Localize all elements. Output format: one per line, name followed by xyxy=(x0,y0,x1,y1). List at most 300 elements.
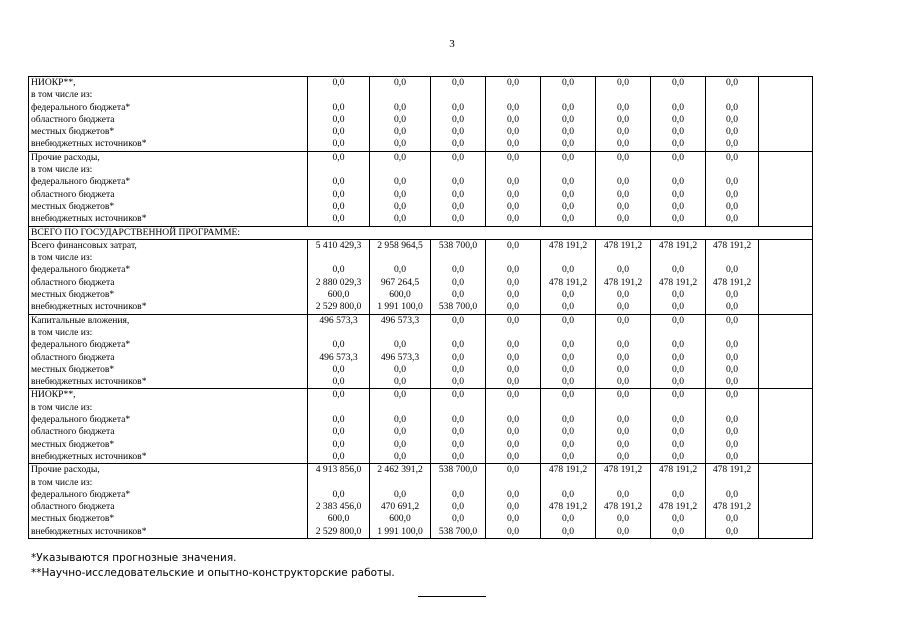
cell-value: 0,0 xyxy=(726,188,738,200)
cell-value: 0,0 xyxy=(507,438,519,450)
cell-value: 0,0 xyxy=(452,188,464,200)
value-cell xyxy=(596,77,651,152)
cell-value: 478 191,2 xyxy=(658,501,698,513)
cell-value: 0,0 xyxy=(332,101,345,113)
cell-value: 0,0 xyxy=(507,513,519,525)
cell-value xyxy=(486,89,540,101)
cell-value: 600,0 xyxy=(389,289,411,301)
cell-value xyxy=(431,402,485,414)
cell-value: 0,0 xyxy=(672,200,684,212)
value-cell xyxy=(596,314,651,389)
cell-value: 0,0 xyxy=(394,389,406,401)
cell-value: 0,0 xyxy=(452,501,464,513)
cell-value: 0,0 xyxy=(726,138,738,150)
cell-value: 0,0 xyxy=(507,200,519,212)
cell-value: 0,0 xyxy=(507,276,519,288)
empty-cell xyxy=(759,239,813,314)
cell-value: 0,0 xyxy=(394,113,406,125)
empty-cell xyxy=(759,151,813,226)
cell-value: 0,0 xyxy=(507,376,519,388)
cell-value: 0,0 xyxy=(452,77,464,88)
cell-value xyxy=(651,327,705,339)
row-label: областного бюджета xyxy=(31,501,115,513)
cell-value: 0,0 xyxy=(562,200,574,212)
cell-value xyxy=(706,327,758,339)
cell-value: 0,0 xyxy=(332,213,345,225)
cell-value: 600,0 xyxy=(327,513,350,525)
row-labels xyxy=(29,389,308,464)
cell-value: 0,0 xyxy=(507,464,519,476)
cell-value: 0,0 xyxy=(394,200,406,212)
cell-value: 0,0 xyxy=(726,213,738,225)
page-number: 3 xyxy=(449,38,455,50)
cell-value: 0,0 xyxy=(726,450,738,462)
cell-value xyxy=(706,402,758,414)
value-cell xyxy=(308,314,370,389)
value-cell xyxy=(308,389,370,464)
row-label: внебюджетных источников* xyxy=(31,525,147,537)
table-row-group xyxy=(29,464,813,539)
cell-value xyxy=(308,164,369,176)
cell-value: 0,0 xyxy=(726,301,738,313)
cell-value: 0,0 xyxy=(394,438,406,450)
value-cell xyxy=(308,239,370,314)
table-row-group xyxy=(29,389,813,464)
cell-value: 0,0 xyxy=(562,77,574,88)
cell-value: 0,0 xyxy=(562,188,574,200)
value-cell xyxy=(651,314,706,389)
cell-value: 0,0 xyxy=(672,351,684,363)
row-label: областного бюджета xyxy=(31,113,115,125)
value-cell xyxy=(370,151,431,226)
cell-value: 0,0 xyxy=(617,151,629,163)
value-cell xyxy=(431,239,486,314)
cell-value: 0,0 xyxy=(507,188,519,200)
row-label: федерального бюджета* xyxy=(31,488,131,500)
cell-value: 0,0 xyxy=(617,200,629,212)
cell-value: 0,0 xyxy=(394,264,406,276)
value-cell xyxy=(431,151,486,226)
cell-value: 0,0 xyxy=(726,126,738,138)
cell-value: 0,0 xyxy=(672,450,684,462)
cell-value xyxy=(596,402,650,414)
cell-value xyxy=(596,164,650,176)
cell-value: 0,0 xyxy=(617,414,629,426)
cell-value: 0,0 xyxy=(562,264,574,276)
row-labels xyxy=(29,464,308,539)
cell-value: 0,0 xyxy=(507,239,519,251)
cell-value: 0,0 xyxy=(562,213,574,225)
cell-value: 0,0 xyxy=(507,363,519,375)
cell-value: 0,0 xyxy=(672,77,684,88)
cell-value xyxy=(370,477,430,489)
cell-value: 0,0 xyxy=(617,126,629,138)
cell-value: 478 191,2 xyxy=(548,276,588,288)
row-label: местных бюджетов* xyxy=(31,363,115,375)
cell-value xyxy=(651,252,705,264)
value-cell xyxy=(541,151,596,226)
cell-value xyxy=(596,89,650,101)
table-row-group xyxy=(29,77,813,152)
end-line xyxy=(418,596,486,597)
cell-value: 0,0 xyxy=(617,450,629,462)
cell-value: 0,0 xyxy=(507,77,519,88)
cell-value: 0,0 xyxy=(562,176,574,188)
cell-value xyxy=(706,164,758,176)
cell-value: 0,0 xyxy=(617,101,629,113)
cell-value xyxy=(431,164,485,176)
row-label: внебюджетных источников* xyxy=(31,138,147,150)
cell-value: 0,0 xyxy=(672,525,684,537)
row-label: федерального бюджета* xyxy=(31,101,131,113)
cell-value: 600,0 xyxy=(389,513,411,525)
cell-value: 0,0 xyxy=(617,363,629,375)
cell-value: 0,0 xyxy=(507,339,519,351)
cell-value: 0,0 xyxy=(617,389,629,401)
value-cell xyxy=(651,151,706,226)
value-cell xyxy=(651,77,706,152)
cell-value: 0,0 xyxy=(452,276,464,288)
cell-value: 0,0 xyxy=(672,176,684,188)
row-label: в том числе из: xyxy=(31,89,93,101)
cell-value: 0,0 xyxy=(562,426,574,438)
cell-value: 0,0 xyxy=(332,438,345,450)
cell-value: 538 700,0 xyxy=(438,525,478,537)
cell-value xyxy=(541,477,595,489)
cell-value: 0,0 xyxy=(726,376,738,388)
cell-value: 0,0 xyxy=(672,389,684,401)
cell-value: 0,0 xyxy=(452,363,464,375)
cell-value: 478 191,2 xyxy=(603,464,643,476)
cell-value xyxy=(706,89,758,101)
cell-value: 0,0 xyxy=(672,213,684,225)
cell-value: 478 191,2 xyxy=(712,276,752,288)
cell-value: 478 191,2 xyxy=(548,501,588,513)
cell-value: 0,0 xyxy=(726,101,738,113)
empty-cell xyxy=(759,389,813,464)
cell-value: 0,0 xyxy=(672,264,684,276)
cell-value: 0,0 xyxy=(562,450,574,462)
cell-value xyxy=(486,164,540,176)
row-label: НИОКР**, xyxy=(31,77,76,88)
cell-value: 0,0 xyxy=(332,113,345,125)
cell-value: 0,0 xyxy=(507,289,519,301)
cell-value: 0,0 xyxy=(726,77,738,88)
cell-value: 0,0 xyxy=(452,339,464,351)
table-row-group xyxy=(29,151,813,226)
cell-value: 0,0 xyxy=(726,438,738,450)
cell-value: 0,0 xyxy=(726,113,738,125)
cell-value: 0,0 xyxy=(507,488,519,500)
cell-value: 470 691,2 xyxy=(380,501,420,513)
cell-value: 0,0 xyxy=(507,301,519,313)
cell-value: 0,0 xyxy=(562,126,574,138)
value-cell xyxy=(370,314,431,389)
value-cell xyxy=(706,464,759,539)
cell-value: 0,0 xyxy=(394,339,406,351)
cell-value xyxy=(596,477,650,489)
cell-value: 2 529 800,0 xyxy=(315,525,362,537)
value-cell xyxy=(308,151,370,226)
value-cell xyxy=(308,464,370,539)
cell-value: 0,0 xyxy=(507,101,519,113)
row-label: внебюджетных источников* xyxy=(31,301,147,313)
cell-value: 0,0 xyxy=(562,138,574,150)
cell-value: 0,0 xyxy=(332,363,345,375)
value-cell xyxy=(706,314,759,389)
cell-value: 0,0 xyxy=(452,113,464,125)
row-label: областного бюджета xyxy=(31,351,115,363)
cell-value: 0,0 xyxy=(332,450,345,462)
cell-value: 0,0 xyxy=(617,77,629,88)
row-label: местных бюджетов* xyxy=(31,200,115,212)
cell-value: 0,0 xyxy=(672,188,684,200)
cell-value: 478 191,2 xyxy=(712,501,752,513)
cell-value: 0,0 xyxy=(617,513,629,525)
value-cell xyxy=(431,314,486,389)
cell-value xyxy=(431,89,485,101)
value-cell xyxy=(431,77,486,152)
value-cell xyxy=(706,239,759,314)
cell-value: 0,0 xyxy=(332,200,345,212)
row-label: Прочие расходы, xyxy=(31,464,100,476)
value-cell xyxy=(596,151,651,226)
cell-value xyxy=(541,402,595,414)
cell-value: 496 573,3 xyxy=(319,351,358,363)
cell-value: 0,0 xyxy=(452,213,464,225)
cell-value: 0,0 xyxy=(452,414,464,426)
value-cell xyxy=(541,464,596,539)
cell-value xyxy=(596,327,650,339)
cell-value: 0,0 xyxy=(562,301,574,313)
cell-value: 0,0 xyxy=(726,363,738,375)
cell-value xyxy=(651,164,705,176)
cell-value xyxy=(370,402,430,414)
table-row-group xyxy=(29,239,813,314)
cell-value: 0,0 xyxy=(726,289,738,301)
cell-value: 0,0 xyxy=(452,389,464,401)
cell-value: 0,0 xyxy=(562,438,574,450)
cell-value xyxy=(541,89,595,101)
cell-value: 0,0 xyxy=(394,213,406,225)
section-row xyxy=(29,226,813,239)
value-cell xyxy=(651,389,706,464)
row-label: федерального бюджета* xyxy=(31,176,131,188)
value-cell xyxy=(596,464,651,539)
financing-table xyxy=(28,76,813,539)
cell-value: 0,0 xyxy=(332,389,345,401)
cell-value: 0,0 xyxy=(332,264,345,276)
cell-value: 0,0 xyxy=(617,525,629,537)
cell-value: 0,0 xyxy=(617,351,629,363)
cell-value: 0,0 xyxy=(507,450,519,462)
cell-value xyxy=(370,164,430,176)
cell-value: 1 991 100,0 xyxy=(377,525,423,537)
cell-value: 0,0 xyxy=(507,138,519,150)
value-cell xyxy=(370,464,431,539)
cell-value: 0,0 xyxy=(726,339,738,351)
cell-value xyxy=(308,402,369,414)
cell-value xyxy=(541,327,595,339)
cell-value: 0,0 xyxy=(672,301,684,313)
row-label: в том числе из: xyxy=(31,326,93,338)
cell-value xyxy=(431,327,485,339)
row-label: федерального бюджета* xyxy=(31,264,131,276)
cell-value: 478 191,2 xyxy=(712,239,752,251)
row-labels xyxy=(29,239,308,314)
cell-value: 0,0 xyxy=(452,376,464,388)
cell-value: 538 700,0 xyxy=(438,464,478,476)
cell-value: 0,0 xyxy=(726,351,738,363)
cell-value: 0,0 xyxy=(394,488,406,500)
cell-value: 0,0 xyxy=(672,438,684,450)
cell-value: 0,0 xyxy=(617,301,629,313)
cell-value: 967 264,5 xyxy=(380,276,420,288)
value-cell xyxy=(370,239,431,314)
cell-value: 0,0 xyxy=(562,363,574,375)
cell-value: 0,0 xyxy=(672,426,684,438)
cell-value: 0,0 xyxy=(452,351,464,363)
row-label: Всего финансовых затрат, xyxy=(31,239,137,251)
cell-value xyxy=(651,477,705,489)
cell-value: 0,0 xyxy=(726,525,738,537)
row-label: Капитальные вложения, xyxy=(31,314,130,326)
cell-value: 0,0 xyxy=(507,176,519,188)
cell-value: 0,0 xyxy=(452,176,464,188)
cell-value xyxy=(308,89,369,101)
cell-value: 0,0 xyxy=(394,126,406,138)
value-cell xyxy=(541,314,596,389)
cell-value: 0,0 xyxy=(507,426,519,438)
cell-value: 478 191,2 xyxy=(603,239,643,251)
cell-value: 0,0 xyxy=(394,450,406,462)
value-cell xyxy=(486,151,541,226)
cell-value: 0,0 xyxy=(617,376,629,388)
cell-value xyxy=(486,252,540,264)
cell-value: 496 573,3 xyxy=(319,314,358,326)
value-cell xyxy=(596,239,651,314)
cell-value: 2 958 964,5 xyxy=(377,239,423,251)
row-label: местных бюджетов* xyxy=(31,289,115,301)
value-cell xyxy=(596,389,651,464)
value-cell xyxy=(486,464,541,539)
value-cell xyxy=(651,464,706,539)
cell-value: 0,0 xyxy=(394,426,406,438)
cell-value: 478 191,2 xyxy=(548,239,588,251)
cell-value: 0,0 xyxy=(332,176,345,188)
cell-value: 0,0 xyxy=(672,363,684,375)
cell-value xyxy=(486,477,540,489)
cell-value: 0,0 xyxy=(562,101,574,113)
cell-value: 0,0 xyxy=(617,188,629,200)
cell-value: 0,0 xyxy=(507,264,519,276)
cell-value: 0,0 xyxy=(452,488,464,500)
cell-value: 0,0 xyxy=(332,138,345,150)
cell-value xyxy=(370,252,430,264)
cell-value: 0,0 xyxy=(332,339,345,351)
row-label: областного бюджета xyxy=(31,426,115,438)
row-label: областного бюджета xyxy=(31,188,115,200)
cell-value: 2 529 800,0 xyxy=(315,301,362,313)
cell-value xyxy=(486,327,540,339)
cell-value: 0,0 xyxy=(562,414,574,426)
cell-value: 478 191,2 xyxy=(658,464,698,476)
cell-value: 0,0 xyxy=(332,151,345,163)
cell-value xyxy=(541,252,595,264)
row-label: федерального бюджета* xyxy=(31,414,131,426)
cell-value: 0,0 xyxy=(452,314,464,326)
cell-value: 0,0 xyxy=(394,414,406,426)
cell-value: 0,0 xyxy=(617,176,629,188)
cell-value xyxy=(706,252,758,264)
cell-value xyxy=(370,89,430,101)
cell-value: 496 573,3 xyxy=(380,314,420,326)
row-label: Прочие расходы, xyxy=(31,151,100,163)
row-label: в том числе из: xyxy=(31,164,93,176)
cell-value: 0,0 xyxy=(672,151,684,163)
cell-value xyxy=(651,402,705,414)
cell-value: 0,0 xyxy=(672,488,684,500)
row-labels xyxy=(29,77,308,152)
cell-value: 0,0 xyxy=(726,414,738,426)
cell-value: 0,0 xyxy=(332,414,345,426)
cell-value: 0,0 xyxy=(562,351,574,363)
row-label: местных бюджетов* xyxy=(31,513,115,525)
cell-value: 0,0 xyxy=(617,138,629,150)
footnote-forecast: *Указываются прогнозные значения. xyxy=(31,552,237,564)
value-cell xyxy=(541,77,596,152)
cell-value: 0,0 xyxy=(332,488,345,500)
cell-value: 0,0 xyxy=(507,126,519,138)
cell-value: 0,0 xyxy=(726,488,738,500)
cell-value: 0,0 xyxy=(617,289,629,301)
row-labels xyxy=(29,314,308,389)
cell-value: 0,0 xyxy=(452,426,464,438)
cell-value: 4 913 856,0 xyxy=(315,464,362,476)
cell-value: 478 191,2 xyxy=(658,239,698,251)
cell-value: 0,0 xyxy=(617,339,629,351)
value-cell xyxy=(431,464,486,539)
cell-value: 0,0 xyxy=(507,525,519,537)
cell-value: 0,0 xyxy=(452,151,464,163)
row-label: внебюджетных источников* xyxy=(31,376,147,388)
cell-value: 0,0 xyxy=(332,77,345,88)
cell-value xyxy=(370,327,430,339)
cell-value: 0,0 xyxy=(452,138,464,150)
cell-value: 478 191,2 xyxy=(712,464,752,476)
cell-value: 0,0 xyxy=(562,314,574,326)
cell-value: 0,0 xyxy=(394,138,406,150)
section-heading: ВСЕГО ПО ГОСУДАРСТВЕННОЙ ПРОГРАММЕ: xyxy=(29,226,813,239)
cell-value: 0,0 xyxy=(332,376,345,388)
empty-cell xyxy=(759,464,813,539)
value-cell xyxy=(370,389,431,464)
value-cell xyxy=(706,389,759,464)
cell-value: 2 383 456,0 xyxy=(315,501,362,513)
value-cell xyxy=(651,239,706,314)
cell-value: 0,0 xyxy=(507,151,519,163)
cell-value xyxy=(541,164,595,176)
cell-value: 0,0 xyxy=(394,151,406,163)
cell-value xyxy=(486,402,540,414)
cell-value: 0,0 xyxy=(507,501,519,513)
value-cell xyxy=(431,389,486,464)
value-cell xyxy=(486,239,541,314)
cell-value: 0,0 xyxy=(617,264,629,276)
row-label: НИОКР**, xyxy=(31,389,76,401)
cell-value: 478 191,2 xyxy=(603,501,643,513)
cell-value: 0,0 xyxy=(332,188,345,200)
